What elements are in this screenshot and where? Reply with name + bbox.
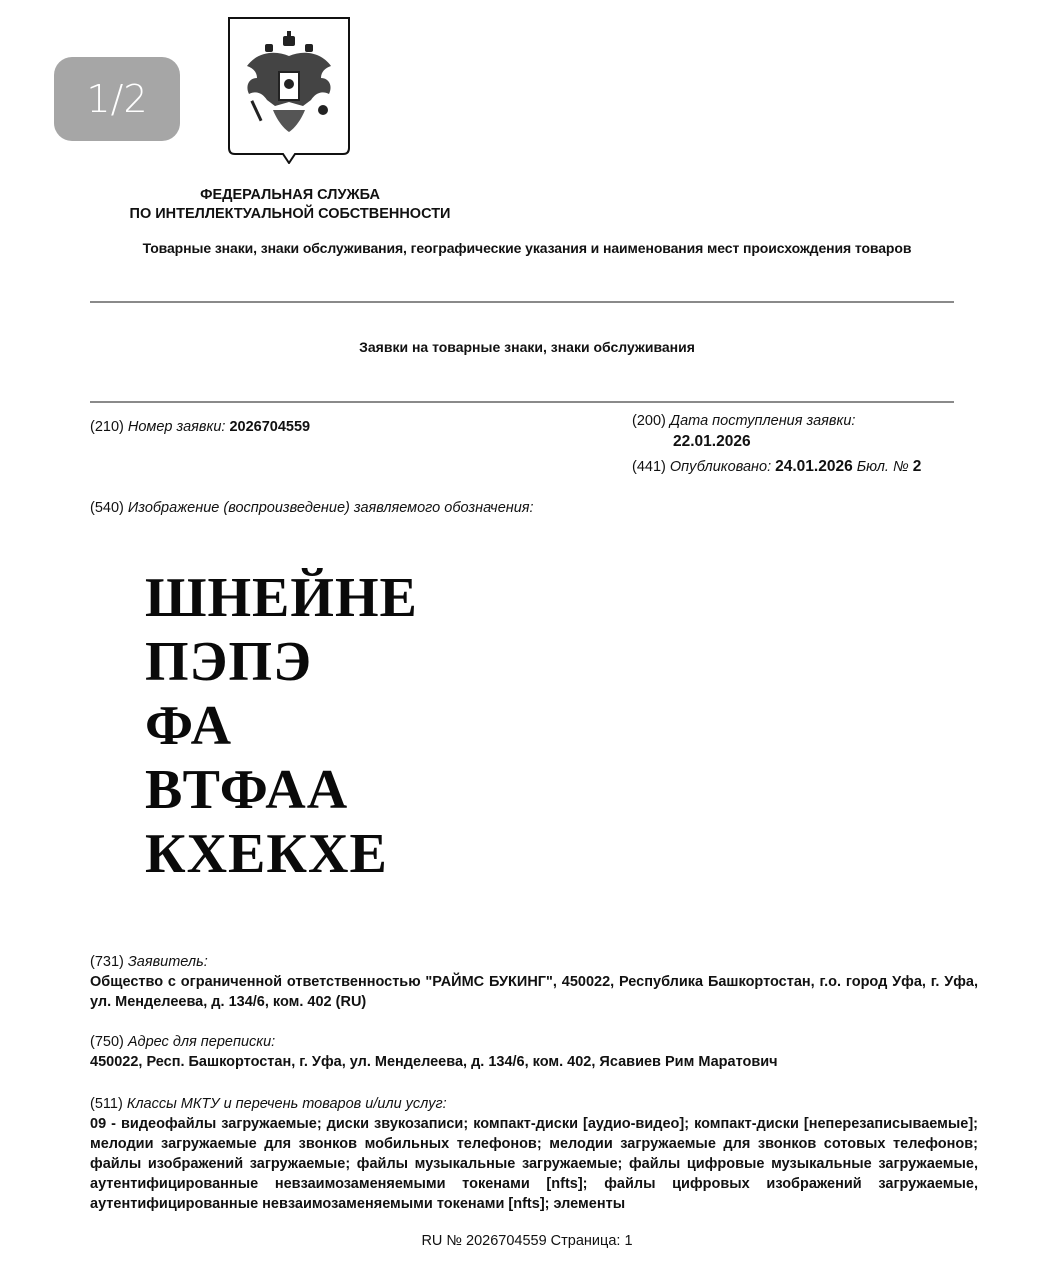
correspondence-section — [90, 1032, 978, 1072]
application-number: 2026704559 — [229, 419, 311, 435]
field-code: (731) — [90, 954, 124, 970]
publication-field — [632, 457, 921, 477]
application-number-field — [90, 417, 310, 437]
page-footer: RU № 2026704559 Страница: 1 — [421, 1233, 633, 1249]
page-indicator-text: 1/2 — [86, 77, 148, 121]
applicant-section — [90, 952, 978, 1012]
trademark-line: ШНЕЙНЕ — [145, 567, 418, 629]
sub-title: Заявки на товарные знаки, знаки обслуживания — [359, 339, 695, 355]
page-indicator — [54, 57, 180, 141]
trademark-line: ВТФАА — [145, 759, 349, 821]
publication-date: 24.01.2026 — [775, 458, 853, 475]
field-label: Дата поступления заявки: — [669, 413, 856, 429]
agency-line-1: ФЕДЕРАЛЬНАЯ СЛУЖБА — [200, 187, 380, 203]
field-label: Опубликовано: — [669, 459, 772, 475]
russian-coat-of-arms-icon — [227, 16, 351, 164]
filing-date-field — [632, 411, 855, 431]
correspondence-address: 450022, Респ. Башкортостан, г. Уфа, ул. Менделеева, д. 134/6, ком. 402, Ясавиев Рим Маратович — [90, 1054, 778, 1070]
field-label: Адрес для переписки: — [127, 1034, 276, 1050]
divider — [90, 401, 954, 403]
field-code: (200) — [632, 413, 666, 429]
field-label: Номер заявки: — [127, 419, 226, 435]
trademark-line: ПЭПЭ — [145, 631, 313, 693]
trademark-line: ФА — [145, 695, 233, 757]
applicant-text: Общество с ограниченной ответственностью "РАЙМС БУКИНГ", 450022, Республика Башкортостан, г.о. город Уфа, г. Уфа, ул. Менделеева, д. 134/6, ком. 402 (RU) — [90, 974, 978, 1010]
bulletin-number: 2 — [912, 458, 922, 475]
mark-image-field — [90, 498, 534, 518]
trademark-line: КХЕКХЕ — [145, 823, 388, 885]
field-code: (441) — [632, 459, 666, 475]
field-code: (511) — [90, 1096, 123, 1112]
bulletin-label: Бюл. № — [856, 459, 909, 475]
field-label: Классы МКТУ и перечень товаров и/или услуг: — [126, 1096, 447, 1112]
field-label: Изображение (воспроизведение) заявляемого обозначения: — [127, 500, 534, 516]
field-code: (750) — [90, 1034, 124, 1050]
trademark-image — [145, 566, 418, 886]
field-code: (210) — [90, 419, 124, 435]
agency-name — [90, 186, 490, 224]
classes-section — [90, 1094, 978, 1214]
field-label: Заявитель: — [127, 954, 208, 970]
classes-text: 09 - видеофайлы загружаемые; диски звукозаписи; компакт-диски [аудио-видео]; компакт-диски [неперезаписываемые]; мелодии загружаемые для звонков мобильных телефонов; мелодии загружаемые для звонков сотовых телефонов; файлы изображений загружаемые; файлы музыкальные загружаемые; файлы цифровые музыкальные загружаемые, аутентифицированные невзаимозаменяемыми токенами [nfts]; файлы цифровых изображений загружаемые, аутентифицированные невзаимозаменяемыми токенами [nfts]; элементы — [90, 1116, 978, 1212]
divider — [90, 301, 954, 303]
filing-date: 22.01.2026 — [673, 433, 751, 450]
agency-line-2: ПО ИНТЕЛЛЕКТУАЛЬНОЙ СОБСТВЕННОСТИ — [129, 206, 451, 222]
section-title: Товарные знаки, знаки обслуживания, географические указания и наименования мест происхождения товаров — [142, 240, 912, 256]
field-code: (540) — [90, 500, 124, 516]
